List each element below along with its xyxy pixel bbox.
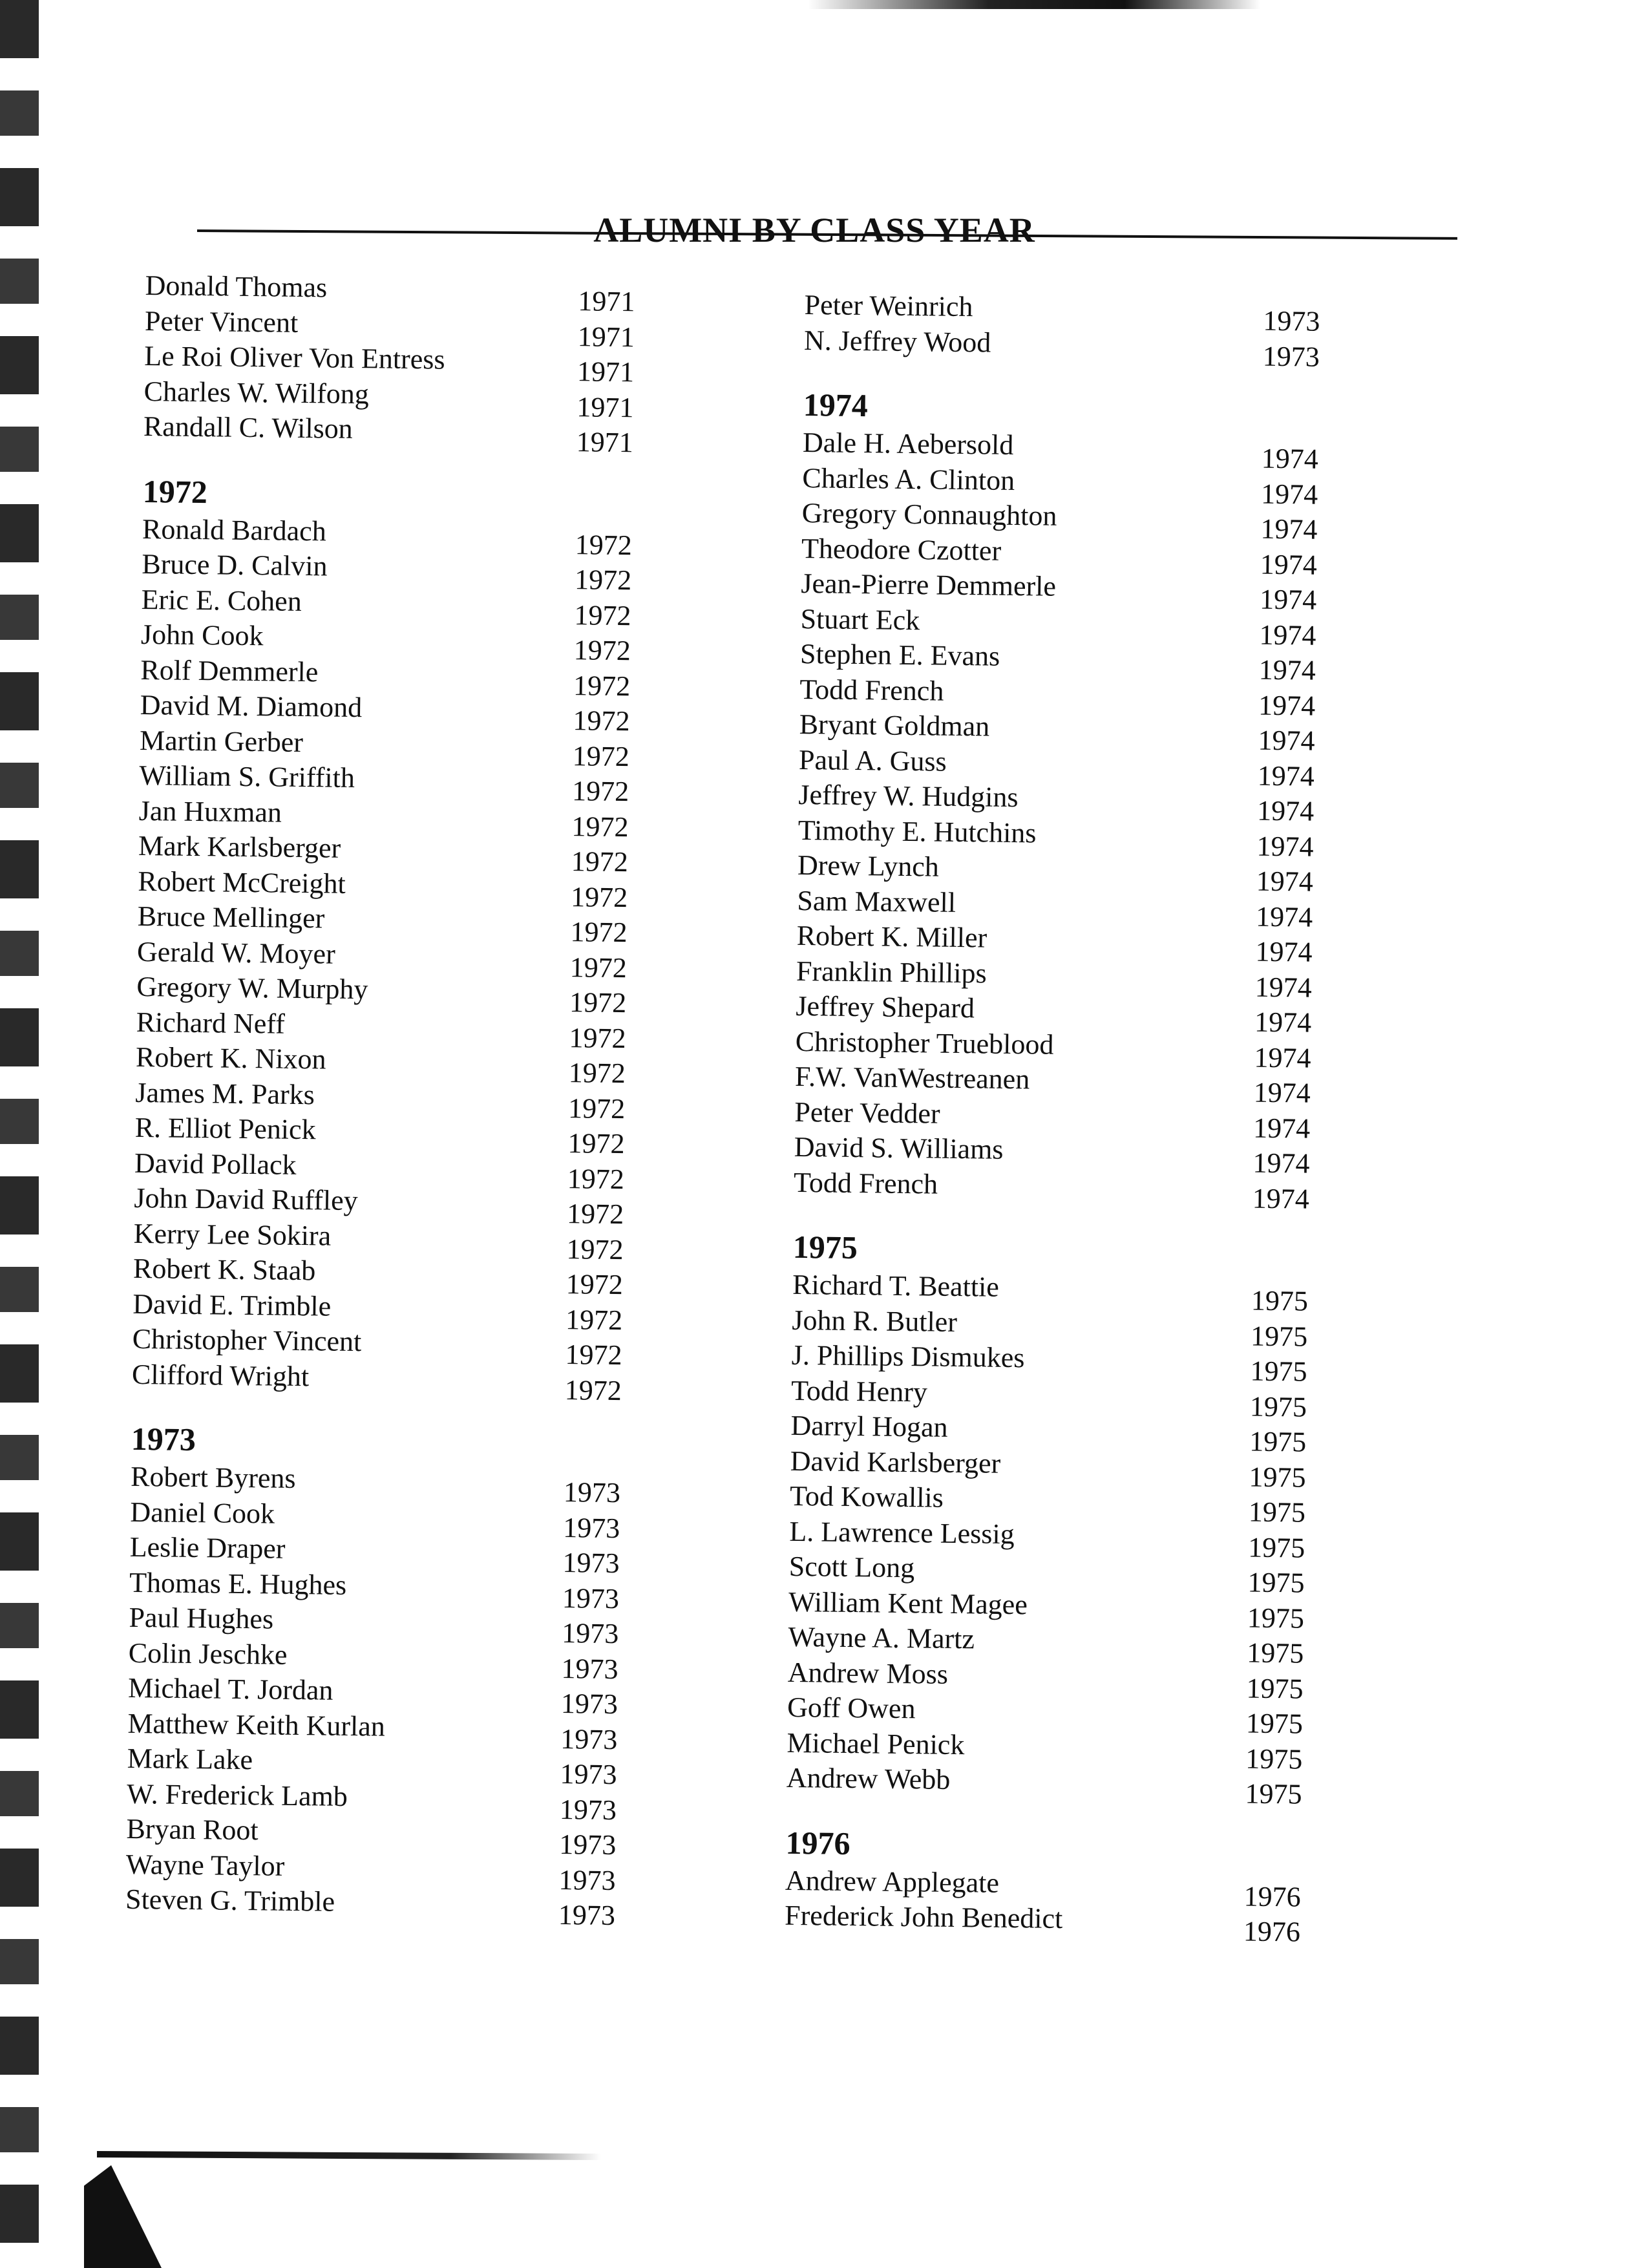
alumni-class-year: 1972	[569, 951, 628, 984]
alumni-class-year: 1975	[1247, 1602, 1305, 1635]
alumni-class-year: 1973	[563, 1476, 621, 1509]
alumni-name: Charles A. Clinton	[802, 461, 1015, 496]
alumni-class-year: 1974	[1256, 830, 1314, 863]
class-year-group	[793, 384, 1333, 1215]
alumni-class-year: 1975	[1247, 1531, 1305, 1564]
alumni-name: Robert K. Miller	[796, 919, 988, 954]
class-year-heading: 1972	[142, 472, 208, 510]
alumni-class-year: 1974	[1258, 724, 1315, 757]
alumni-row	[138, 793, 643, 843]
alumni-class-year: 1974	[1260, 548, 1318, 581]
alumni-class-year: 1974	[1260, 478, 1318, 511]
alumni-class-year: 1974	[1259, 619, 1316, 652]
alumni-class-year: 1975	[1251, 1284, 1309, 1317]
scan-artifact-bottom	[97, 2151, 601, 2160]
left-column	[125, 268, 650, 1932]
alumni-name: Frederick John Benedict	[784, 1899, 1063, 1935]
alumni-row	[127, 1671, 633, 1721]
alumni-class-year: 1973	[560, 1758, 617, 1791]
alumni-row	[791, 1338, 1322, 1388]
alumni-name: N. Jeffrey Wood	[803, 324, 991, 359]
alumni-row	[138, 864, 642, 913]
alumni-class-year: 1974	[1258, 653, 1316, 686]
alumni-class-year: 1971	[578, 285, 635, 318]
alumni-row	[789, 1514, 1320, 1564]
alumni-row	[798, 812, 1328, 863]
alumni-class-year: 1972	[567, 1127, 625, 1160]
alumni-class-year: 1974	[1261, 442, 1319, 475]
alumni-row	[798, 778, 1329, 827]
alumni-class-year: 1971	[576, 355, 635, 388]
alumni-row	[799, 672, 1330, 722]
alumni-row	[801, 531, 1332, 581]
alumni-name: Drew Lynch	[797, 849, 940, 883]
alumni-name: Gregory W. Murphy	[136, 970, 368, 1006]
alumni-name: Gregory Connaughton	[801, 496, 1057, 532]
alumni-class-year: 1972	[571, 810, 629, 843]
alumni-row	[787, 1725, 1317, 1775]
alumni-row	[790, 1443, 1320, 1494]
alumni-class-year: 1972	[565, 1303, 623, 1336]
alumni-row	[132, 1286, 637, 1336]
class-year-group	[143, 268, 650, 459]
alumni-name: Bryan Root	[126, 1812, 259, 1847]
alumni-row	[134, 1145, 639, 1195]
alumni-name: William S. Griffith	[139, 759, 355, 794]
alumni-row	[796, 989, 1326, 1039]
alumni-name: F.W. VanWestreanen	[794, 1060, 1030, 1096]
alumni-name: Steven G. Trimble	[125, 1883, 335, 1918]
alumni-row	[133, 1216, 638, 1266]
alumni-name: Kerry Lee Sokira	[133, 1217, 332, 1252]
alumni-name: R. Elliot Penick	[134, 1111, 316, 1146]
alumni-row	[803, 323, 1335, 373]
alumni-row	[140, 617, 646, 667]
alumni-class-year: 1976	[1243, 1915, 1301, 1948]
alumni-class-year: 1975	[1250, 1320, 1308, 1353]
alumni-class-year: 1973	[558, 1898, 616, 1932]
alumni-name: Le Roi Oliver Von Entress	[144, 339, 445, 376]
alumni-row	[143, 409, 648, 459]
alumni-name: Thomas E. Hughes	[129, 1566, 347, 1601]
alumni-row	[141, 582, 646, 631]
alumni-row	[788, 1584, 1319, 1635]
alumni-row	[790, 1373, 1322, 1423]
alumni-class-year: 1972	[569, 1021, 626, 1054]
alumni-class-year: 1972	[574, 564, 632, 597]
alumni-row	[797, 883, 1327, 933]
alumni-class-year: 1975	[1245, 1707, 1304, 1740]
alumni-name: Stephen E. Evans	[799, 637, 1000, 672]
alumni-name: Clifford Wright	[131, 1358, 310, 1392]
alumni-class-year: 1973	[560, 1722, 618, 1755]
alumni-class-year: 1974	[1259, 583, 1317, 616]
alumni-class-year: 1974	[1252, 1112, 1311, 1145]
alumni-name: Mark Lake	[127, 1742, 253, 1776]
alumni-class-year: 1975	[1246, 1637, 1304, 1669]
alumni-row	[140, 652, 645, 702]
alumni-class-year: 1972	[573, 705, 630, 737]
alumni-class-year: 1972	[571, 775, 629, 808]
alumni-row	[136, 1004, 640, 1054]
alumni-class-year: 1974	[1255, 935, 1313, 968]
alumni-class-year: 1973	[558, 1828, 617, 1861]
alumni-row	[140, 688, 644, 737]
alumni-class-year: 1973	[562, 1511, 620, 1544]
class-year-heading: 1975	[792, 1228, 858, 1266]
scan-artifact-corner	[84, 2165, 162, 2268]
alumni-row	[796, 918, 1327, 968]
alumni-name: Andrew Webb	[786, 1761, 951, 1796]
alumni-name: Sam Maxwell	[797, 884, 956, 918]
alumni-name: Mark Karlsberger	[138, 829, 341, 864]
alumni-row	[784, 1898, 1315, 1948]
alumni-row	[139, 758, 644, 808]
alumni-row	[799, 637, 1331, 686]
alumni-class-year: 1975	[1245, 1777, 1302, 1810]
alumni-class-year: 1972	[570, 916, 628, 949]
alumni-row	[126, 1812, 631, 1861]
alumni-row	[137, 899, 642, 949]
alumni-name: Christopher Vincent	[132, 1322, 362, 1358]
alumni-class-year: 1973	[1263, 304, 1320, 337]
alumni-class-year: 1975	[1249, 1425, 1307, 1458]
alumni-class-year: 1972	[565, 1268, 624, 1301]
alumni-name: Daniel Cook	[130, 1496, 275, 1530]
alumni-row	[799, 707, 1329, 757]
alumni-name: Michael Penick	[787, 1726, 965, 1761]
alumni-name: Timothy E. Hutchins	[798, 814, 1037, 849]
alumni-name: David Karlsberger	[790, 1445, 1001, 1479]
alumni-name: Martin Gerber	[139, 724, 304, 758]
alumni-row	[786, 1761, 1316, 1810]
alumni-row	[789, 1479, 1320, 1529]
alumni-row	[127, 1741, 631, 1791]
alumni-class-year: 1971	[576, 426, 634, 459]
alumni-name: Michael T. Jordan	[127, 1671, 333, 1706]
scan-artifact-top	[808, 0, 1260, 9]
alumni-class-year: 1973	[562, 1582, 620, 1615]
alumni-class-year: 1974	[1252, 1147, 1310, 1180]
alumni-row	[125, 1847, 630, 1896]
alumni-class-year: 1974	[1254, 1006, 1312, 1039]
alumni-row	[135, 1075, 640, 1125]
alumni-row	[135, 1040, 640, 1090]
alumni-row	[142, 511, 647, 561]
alumni-name: Andrew Applegate	[785, 1864, 1000, 1899]
alumni-name: W. Frederick Lamb	[126, 1777, 348, 1812]
class-year-group	[786, 1226, 1323, 1810]
alumni-name: David M. Diamond	[140, 688, 363, 724]
alumni-class-year: 1973	[1262, 340, 1320, 373]
alumni-name: John Cook	[140, 618, 264, 652]
alumni-row	[787, 1690, 1318, 1740]
alumni-class-year: 1973	[562, 1547, 620, 1580]
alumni-class-year: 1972	[567, 1162, 625, 1195]
alumni-row	[792, 1267, 1323, 1317]
alumni-row	[796, 953, 1327, 1004]
alumni-name: Goff Owen	[787, 1691, 916, 1725]
alumni-name: Donald Thomas	[145, 269, 328, 304]
alumni-class-year: 1972	[570, 880, 628, 913]
alumni-class-year: 1974	[1252, 1182, 1310, 1215]
alumni-row	[129, 1530, 634, 1580]
alumni-name: William Kent Magee	[788, 1585, 1028, 1620]
alumni-row	[793, 1165, 1324, 1215]
alumni-class-year: 1974	[1255, 900, 1313, 933]
alumni-row	[136, 934, 642, 984]
alumni-row	[798, 742, 1329, 792]
alumni-name: L. Lawrence Lessig	[789, 1515, 1015, 1550]
alumni-name: Christopher Trueblood	[795, 1025, 1054, 1061]
class-year-group	[784, 1821, 1316, 1948]
alumni-class-year: 1973	[558, 1863, 616, 1896]
alumni-name: Gerald W. Moyer	[136, 935, 336, 970]
alumni-row	[794, 1059, 1326, 1109]
alumni-name: Wayne A. Martz	[788, 1620, 975, 1655]
alumni-row	[128, 1635, 633, 1685]
alumni-name: Theodore Czotter	[801, 532, 1002, 567]
alumni-class-year: 1972	[568, 1057, 626, 1090]
alumni-class-year: 1975	[1246, 1672, 1304, 1705]
alumni-class-year: 1971	[576, 390, 634, 423]
alumni-row	[134, 1110, 639, 1160]
alumni-class-year: 1972	[572, 739, 630, 772]
alumni-row	[127, 1706, 632, 1755]
alumni-row	[788, 1549, 1319, 1599]
alumni-name: David S. Williams	[794, 1130, 1004, 1165]
alumni-class-year: 1975	[1250, 1355, 1307, 1388]
alumni-name: Eric E. Cohen	[141, 583, 302, 617]
alumni-class-year: 1973	[560, 1688, 618, 1721]
alumni-name: Robert Byrens	[130, 1460, 296, 1494]
alumni-name: Robert McCreight	[138, 865, 346, 900]
alumni-name: Peter Vedder	[794, 1096, 940, 1130]
alumni-class-year: 1973	[561, 1652, 618, 1685]
alumni-class-year: 1972	[574, 599, 631, 631]
alumni-row	[794, 1094, 1325, 1145]
alumni-name: David E. Trimble	[132, 1288, 332, 1322]
alumni-class-year: 1974	[1253, 1076, 1311, 1109]
alumni-name: Jean-Pierre Demmerle	[801, 567, 1057, 602]
alumni-row	[792, 1302, 1322, 1353]
alumni-name: Todd French	[799, 673, 944, 707]
binding-edge	[0, 0, 39, 2268]
alumni-row	[130, 1494, 635, 1544]
alumni-name: James M. Parks	[135, 1076, 315, 1110]
alumni-class-year: 1972	[573, 634, 631, 667]
alumni-row	[800, 601, 1331, 652]
alumni-class-year: 1974	[1256, 794, 1315, 827]
class-year-group	[803, 288, 1335, 373]
alumni-name: Bruce Mellinger	[137, 900, 325, 935]
alumni-class-year: 1974	[1260, 513, 1318, 546]
alumni-class-year: 1974	[1254, 971, 1313, 1004]
alumni-name: Matthew Keith Kurlan	[127, 1707, 386, 1743]
alumni-row	[138, 829, 643, 878]
alumni-name: Richard Neff	[136, 1006, 286, 1040]
alumni-row	[144, 303, 650, 353]
alumni-class-year: 1974	[1254, 1041, 1311, 1074]
alumni-class-year: 1971	[577, 320, 635, 353]
alumni-name: Wayne Taylor	[125, 1848, 285, 1882]
alumni-name: Robert K. Nixon	[135, 1041, 326, 1076]
alumni-name: Ronald Bardach	[142, 513, 327, 547]
alumni-row	[797, 848, 1328, 898]
alumni-name: Todd Henry	[790, 1374, 928, 1408]
alumni-row	[132, 1322, 637, 1372]
class-year-heading: 1973	[131, 1420, 196, 1458]
alumni-name: David Pollack	[134, 1147, 297, 1181]
alumni-name: Richard T. Beattie	[792, 1268, 1000, 1303]
class-year-group	[125, 1418, 635, 1932]
alumni-row	[126, 1776, 631, 1826]
alumni-class-year: 1972	[565, 1339, 622, 1372]
class-year-heading: 1974	[803, 386, 869, 424]
alumni-row	[139, 723, 644, 772]
alumni-name: Franklin Phillips	[796, 955, 987, 990]
right-column	[784, 288, 1335, 1948]
alumni-name: Peter Vincent	[144, 304, 299, 339]
alumni-name: Colin Jeschke	[128, 1637, 288, 1671]
alumni-class-year: 1972	[573, 669, 631, 702]
alumni-row	[802, 425, 1333, 475]
alumni-name: Jeffrey W. Hudgins	[798, 778, 1019, 814]
class-year-group	[131, 470, 647, 1406]
alumni-name: Charles W. Wilfong	[143, 375, 370, 410]
alumni-row	[130, 1459, 635, 1509]
alumni-class-year: 1975	[1245, 1743, 1303, 1775]
alumni-row	[129, 1600, 633, 1650]
alumni-row	[134, 1181, 639, 1231]
alumni-class-year: 1972	[566, 1198, 624, 1231]
alumni-row	[787, 1655, 1318, 1705]
alumni-name: J. Phillips Dismukes	[791, 1339, 1025, 1374]
alumni-class-year: 1976	[1243, 1880, 1301, 1913]
alumni-row	[802, 460, 1333, 511]
alumni-name: Dale H. Aebersold	[802, 426, 1014, 461]
alumni-name: Stuart Eck	[800, 602, 920, 636]
alumni-name: Randall C. Wilson	[143, 410, 354, 445]
alumni-name: Jan Huxman	[138, 794, 282, 829]
alumni-name: Todd French	[793, 1166, 938, 1200]
alumni-row	[125, 1882, 630, 1932]
alumni-name: Bryant Goldman	[799, 708, 990, 743]
alumni-class-year: 1975	[1249, 1390, 1307, 1423]
alumni-class-year: 1974	[1256, 865, 1314, 898]
alumni-class-year: 1973	[559, 1793, 617, 1826]
alumni-row	[801, 566, 1331, 616]
alumni-name: Leslie Draper	[129, 1531, 286, 1565]
alumni-row	[142, 547, 646, 597]
alumni-row	[131, 1357, 637, 1406]
alumni-name: Paul A. Guss	[798, 743, 947, 778]
alumni-class-year: 1973	[561, 1617, 619, 1650]
alumni-name: Jeffrey Shepard	[796, 990, 975, 1024]
alumni-class-year: 1972	[571, 845, 629, 878]
alumni-class-year: 1972	[566, 1233, 624, 1266]
alumni-row	[794, 1130, 1324, 1180]
alumni-name: John R. Butler	[792, 1304, 958, 1338]
alumni-name: Darryl Hogan	[790, 1409, 948, 1443]
class-year-heading: 1976	[785, 1824, 850, 1861]
alumni-name: Andrew Moss	[787, 1656, 949, 1690]
alumni-class-year: 1972	[569, 986, 627, 1019]
alumni-class-year: 1972	[567, 1092, 626, 1125]
alumni-name: John David Ruffley	[134, 1182, 358, 1217]
alumni-class-year: 1974	[1258, 689, 1316, 722]
alumni-name: Robert K. Staab	[132, 1252, 316, 1287]
alumni-class-year: 1974	[1257, 759, 1315, 792]
alumni-class-year: 1975	[1249, 1461, 1306, 1494]
alumni-row	[804, 288, 1335, 337]
alumni-class-year: 1972	[575, 528, 633, 561]
alumni-class-year: 1975	[1247, 1566, 1305, 1599]
alumni-name: Tod Kowallis	[789, 1479, 944, 1514]
alumni-row	[144, 339, 649, 388]
alumni-name: Paul Hughes	[129, 1601, 274, 1635]
alumni-class-year: 1975	[1248, 1496, 1306, 1529]
alumni-row	[788, 1620, 1318, 1669]
alumni-row	[145, 268, 650, 318]
alumni-class-year: 1972	[564, 1373, 622, 1406]
alumni-row	[785, 1863, 1316, 1913]
page-title: ALUMNI BY CLASS YEAR	[593, 211, 1035, 249]
alumni-row	[801, 496, 1332, 546]
alumni-name: Scott Long	[788, 1550, 915, 1584]
alumni-name: Rolf Demmerle	[140, 653, 319, 688]
alumni-row	[143, 374, 648, 423]
alumni-row	[132, 1251, 638, 1301]
alumni-name: Bruce D. Calvin	[142, 547, 328, 582]
alumni-row	[129, 1565, 634, 1615]
alumni-row	[790, 1408, 1321, 1458]
alumni-name: Peter Weinrich	[804, 288, 973, 323]
alumni-row	[136, 970, 641, 1019]
alumni-row	[795, 1024, 1326, 1074]
